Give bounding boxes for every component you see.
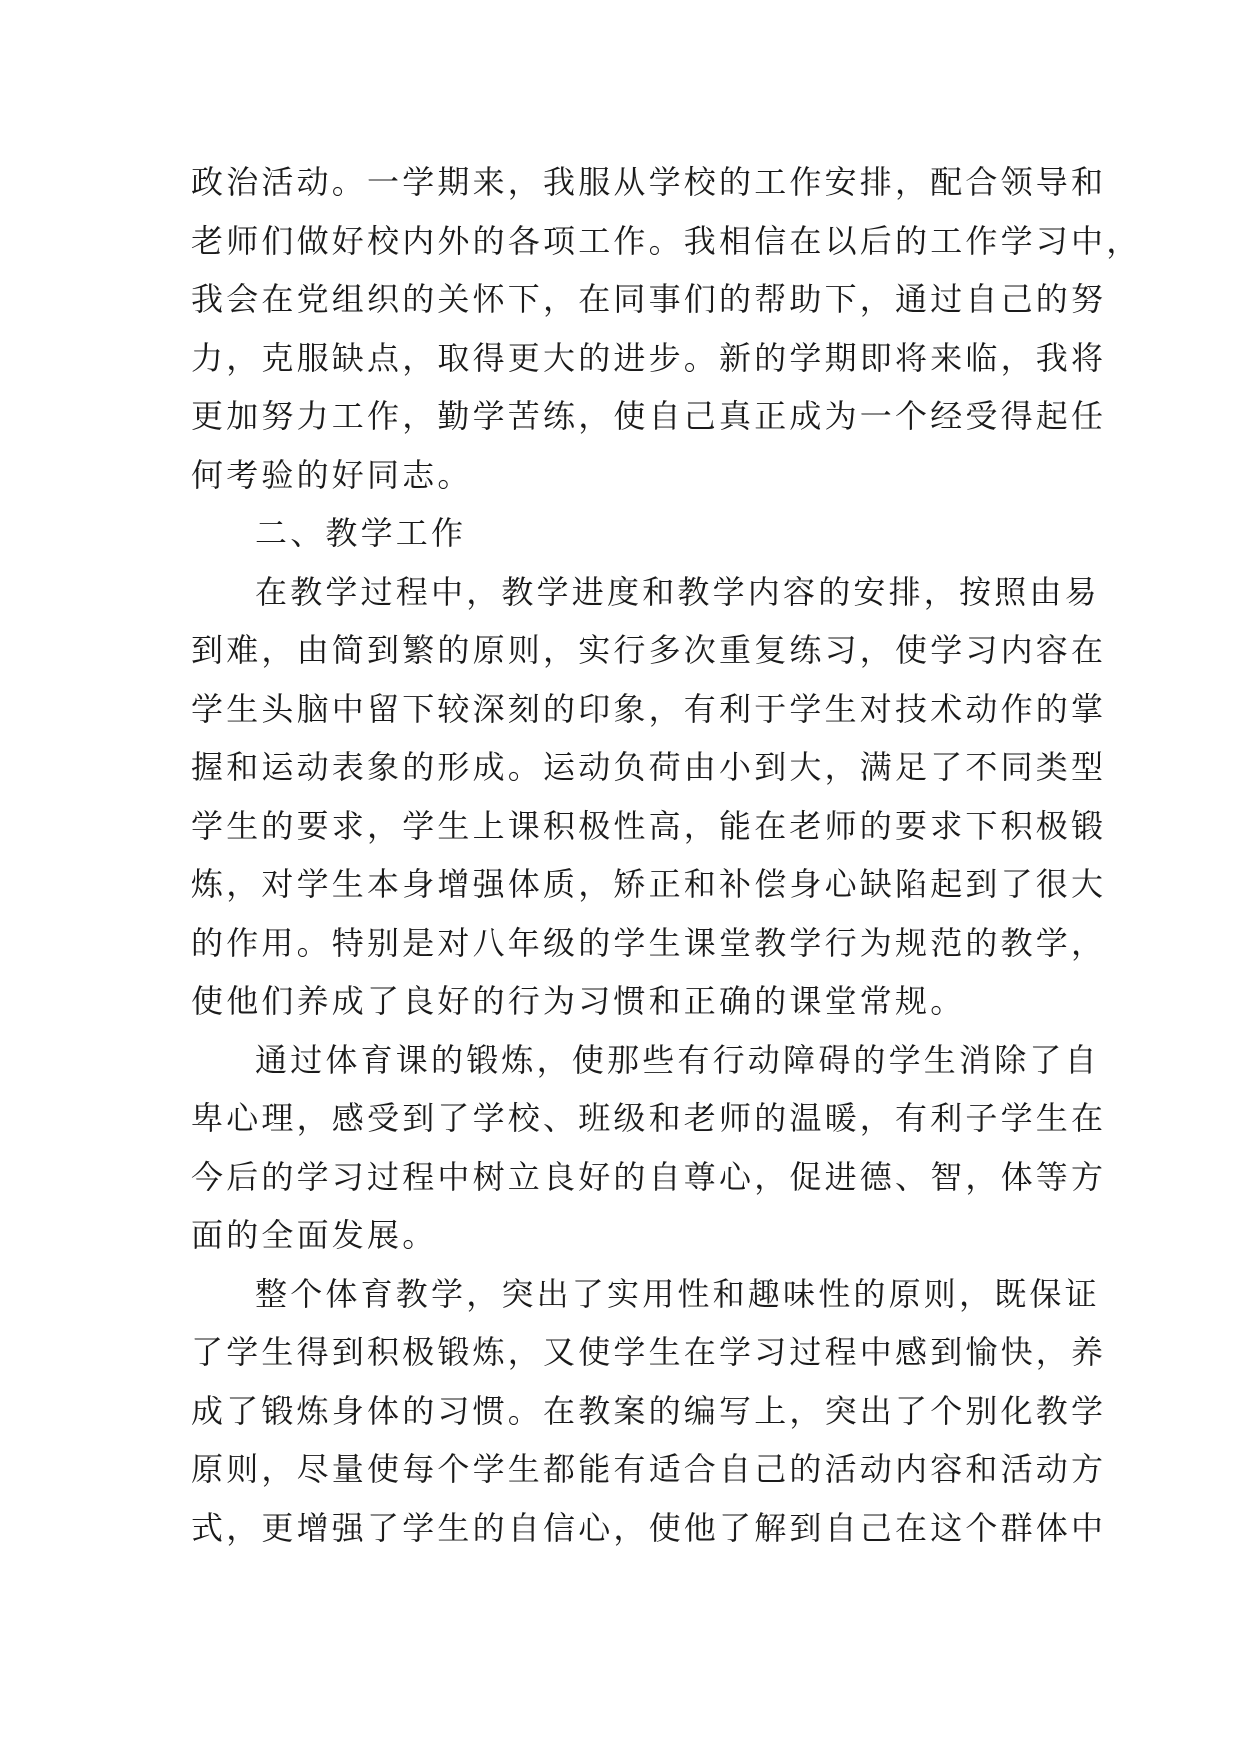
text-line: 卑心理，感受到了学校、班级和老师的温暖，有利子学生在 <box>191 1099 1107 1137</box>
section-heading: 二、教学工作 <box>255 514 467 552</box>
text-line: 的作用。特别是对八年级的学生课堂教学行为规范的教学， <box>191 923 1107 962</box>
text-line: 更加努力工作，勤学苦练，使自己真正成为一个经受得起任 <box>191 397 1107 435</box>
paragraph-first-line: 在教学过程中，教学进度和教学内容的安排，按照由易 <box>255 572 1100 611</box>
text-line: 政治活动。一学期来，我服从学校的工作安排，配合领导和 <box>191 163 1107 201</box>
text-line: 学生的要求，学生上课积极性高，能在老师的要求下积极锻 <box>191 806 1107 845</box>
text-line: 我会在党组织的关怀下，在同事们的帮助下，通过自己的努 <box>191 280 1107 318</box>
text-line: 今后的学习过程中树立良好的自尊心，促进德、智，体等方 <box>191 1157 1107 1196</box>
text-line: 面的全面发展。 <box>191 1216 438 1254</box>
text-line: 老师们做好校内外的各项工作。我相信在以后的工作学习中， <box>191 221 1142 260</box>
text-line: 炼，对学生本身增强体质，矫正和补偿身心缺陷起到了很大 <box>191 865 1107 903</box>
text-line: 使他们养成了良好的行为习惯和正确的课堂常规。 <box>191 982 966 1020</box>
paragraph-first-line: 整个体育教学，突出了实用性和趣味性的原则，既保证 <box>255 1274 1100 1313</box>
text-line: 成了锻炼身体的习惯。在教案的编写上，突出了个别化教学 <box>191 1391 1107 1430</box>
text-line: 式，更增强了学生的自信心，使他了解到自己在这个群体中 <box>191 1508 1107 1547</box>
document-body <box>191 153 1142 1557</box>
text-line: 力，克服缺点，取得更大的进步。新的学期即将来临，我将 <box>191 338 1107 377</box>
text-line: 原则，尽量使每个学生都能有适合自己的活动内容和活动方 <box>191 1450 1107 1488</box>
text-line: 学生头脑中留下较深刻的印象，有利于学生对技术动作的掌 <box>191 689 1107 728</box>
text-line: 何考验的好同志。 <box>191 455 473 494</box>
text-line: 握和运动表象的形成。运动负荷由小到大，满足了不同类型 <box>191 748 1107 786</box>
paragraph-first-line: 通过体育课的锻炼，使那些有行动障碍的学生消除了自 <box>255 1040 1100 1079</box>
text-line: 到难，由简到繁的原则，实行多次重复练习，使学习内容在 <box>191 631 1107 669</box>
text-line: 了学生得到积极锻炼，又使学生在学习过程中感到愉快，养 <box>191 1333 1107 1371</box>
